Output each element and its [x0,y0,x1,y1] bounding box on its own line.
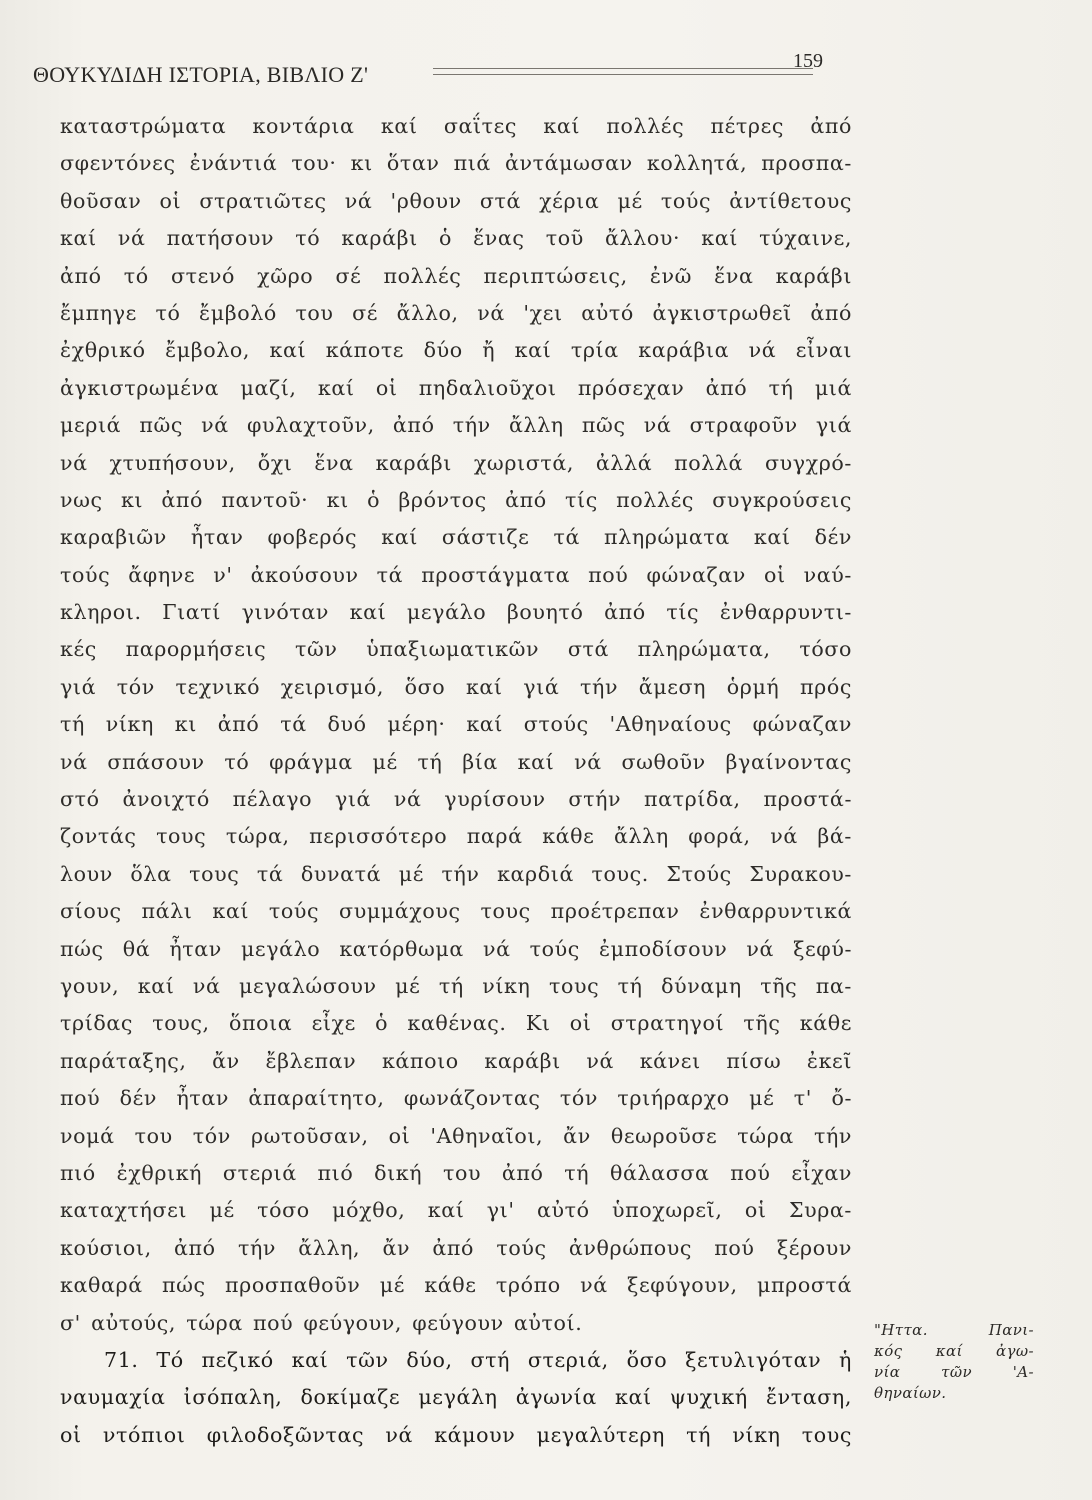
text-line: τρίδας τους, ὅποια εἶχε ὁ καθένας. Κι οἱ στρατηγοί τῆς κάθε [60,1011,852,1036]
text-line: γιά τόν τεχνικό χειρισμό, ὅσο καί γιά τήν ἄμεση ὁρμή πρός [60,674,852,699]
body-text [60,108,852,1454]
paragraph-end-line: σ' αὐτούς, τώρα πού φεύγουν, φεύγουν αὐτοί. [60,1310,583,1335]
text-line: πώς θά ἦταν μεγάλο κατόρθωμα νά τούς ἐμποδίσουν νά ξεφύ- [60,936,852,961]
text-line: οἱ ντόπιοι φιλοδοξῶντας νά κάμουν μεγαλύτερη τή νίκη τους [60,1422,852,1447]
section-71-line: 71. Τό πεζικό καί τῶν δύο, στή στεριά, ὅσο ξετυλιγόταν ἡ [104,1347,852,1372]
text-line: κούσιοι, ἀπό τήν ἄλλη, ἄν ἀπό τούς ἀνθρώπους πού ξέρουν [60,1235,852,1260]
text-line: καταχτήσει μέ τόσο μόχθο, καί γι' αὐτό ὑποχωρεῖ, οἱ Συρα- [60,1198,852,1223]
text-line: ἀγκιστρωμένα μαζί, καί οἱ πηδαλιοῦχοι πρόσεχαν ἀπό τή μιά [60,375,852,400]
running-head [33,50,823,87]
margin-note-line: θηναίων. [874,1384,947,1402]
header-rule [433,68,813,75]
text-line: σφεντόνες ἐνάντιά του· κι ὅταν πιά ἀντάμωσαν κολλητά, προσπα- [60,151,852,176]
margin-note-line: "Ηττα. Πανι- [874,1321,1034,1339]
text-line: κές παρορμήσεις τῶν ὑπαξιωματικῶν στά πληρώματα, τόσο [60,637,852,662]
text-line: κληροι. Γιατί γινόταν καί μεγάλο βουητό ἀπό τίς ἐνθαρρυντι- [60,600,852,625]
text-line: καραβιῶν ἦταν φοβερός καί σάστιζε τά πληρώματα καί δέν [60,525,852,550]
text-line: καταστρώματα κοντάρια καί σαΐτες καί πολλές πέτρες ἀπό [60,114,852,138]
text-line: καθαρά πώς προσπαθοῦν μέ κάθε τρόπο νά ξεφύγουν, μπροστά [60,1273,852,1298]
text-line: πιό ἐχθρική στεριά πιό δική του ἀπό τή θάλασσα πού εἶχαν [60,1160,852,1185]
text-line: νως κι ἀπό παντοῦ· κι ὁ βρόντος ἀπό τίς πολλές συγκρούσεις [60,487,852,512]
margin-note [874,1320,1034,1404]
text-line: νομά του τόν ρωτοῦσαν, οἱ 'Αθηναῖοι, ἄν θεωροῦσε τώρα τήν [60,1123,852,1148]
page-number: 159 [793,50,823,72]
text-line: τή νίκη κι ἀπό τά δυό μέρη· καί στούς 'Αθηναίους φώναζαν [60,712,852,737]
text-line: μεριά πῶς νά φυλαχτοῦν, ἀπό τήν ἄλλη πῶς νά στραφοῦν γιά [60,413,852,438]
text-line: τούς ἄφηνε ν' ἀκούσουν τά προστάγματα πού φώναζαν οἱ ναύ- [60,562,852,587]
text-line: καί νά πατήσουν τό καράβι ὁ ἕνας τοῦ ἄλλου· καί τύχαινε, [60,226,852,251]
text-line: θοῦσαν οἱ στρατιῶτες νά 'ρθουν στά χέρια μέ τούς ἀντίθετους [60,188,852,213]
text-line: γουν, καί νά μεγαλώσουν μέ τή νίκη τους τή δύναμη τῆς πα- [60,973,852,998]
text-line: νά χτυπήσουν, ὄχι ἕνα καράβι χωριστά, ἀλλά πολλά συγχρό- [60,450,852,475]
text-line: παράταξης, ἄν ἔβλεπαν κάποιο καράβι νά κάνει πίσω ἐκεῖ [60,1048,852,1073]
text-line: πού δέν ἦταν ἀπαραίτητο, φωνάζοντας τόν τριήραρχο μέ τ' ὄ- [60,1086,852,1111]
text-line: σίους πάλι καί τούς συμμάχους τους προέτρεπαν ἐνθαρρυντικά [60,899,852,924]
running-title: ΘΟΥΚΥΔΙΔΗ ΙΣΤΟΡΙΑ, ΒΙΒΛΙΟ Ζ' [33,62,369,87]
text-line: ζοντάς τους τώρα, περισσότερο παρά κάθε ἄλλη φορά, νά βά- [60,824,852,849]
text-line: στό ἀνοιχτό πέλαγο γιά νά γυρίσουν στήν πατρίδα, προστά- [60,787,852,812]
text-line: λουν ὅλα τους τά δυνατά μέ τήν καρδιά τους. Στούς Συρακου- [60,861,852,886]
text-line: ἐχθρικό ἔμβολο, καί κάποτε δύο ἤ καί τρία καράβια νά εἶναι [60,338,852,363]
margin-note-line: κός καί ἀγω- [874,1342,1034,1360]
text-line: νά σπάσουν τό φράγμα μέ τή βία καί νά σωθοῦν βγαίνοντας [60,749,852,774]
margin-note-line: νία τῶν 'Α- [874,1363,1034,1381]
text-line: ναυμαχία ἰσόπαλη, δοκίμαζε μεγάλη ἀγωνία καί ψυχική ἔνταση, [60,1385,852,1410]
text-line: ἔμπηγε τό ἔμβολό του σέ ἄλλο, νά 'χει αὐτό ἀγκιστρωθεῖ ἀπό [60,300,852,325]
text-line: ἀπό τό στενό χῶρο σέ πολλές περιπτώσεις, ἐνῶ ἕνα καράβι [60,263,852,288]
